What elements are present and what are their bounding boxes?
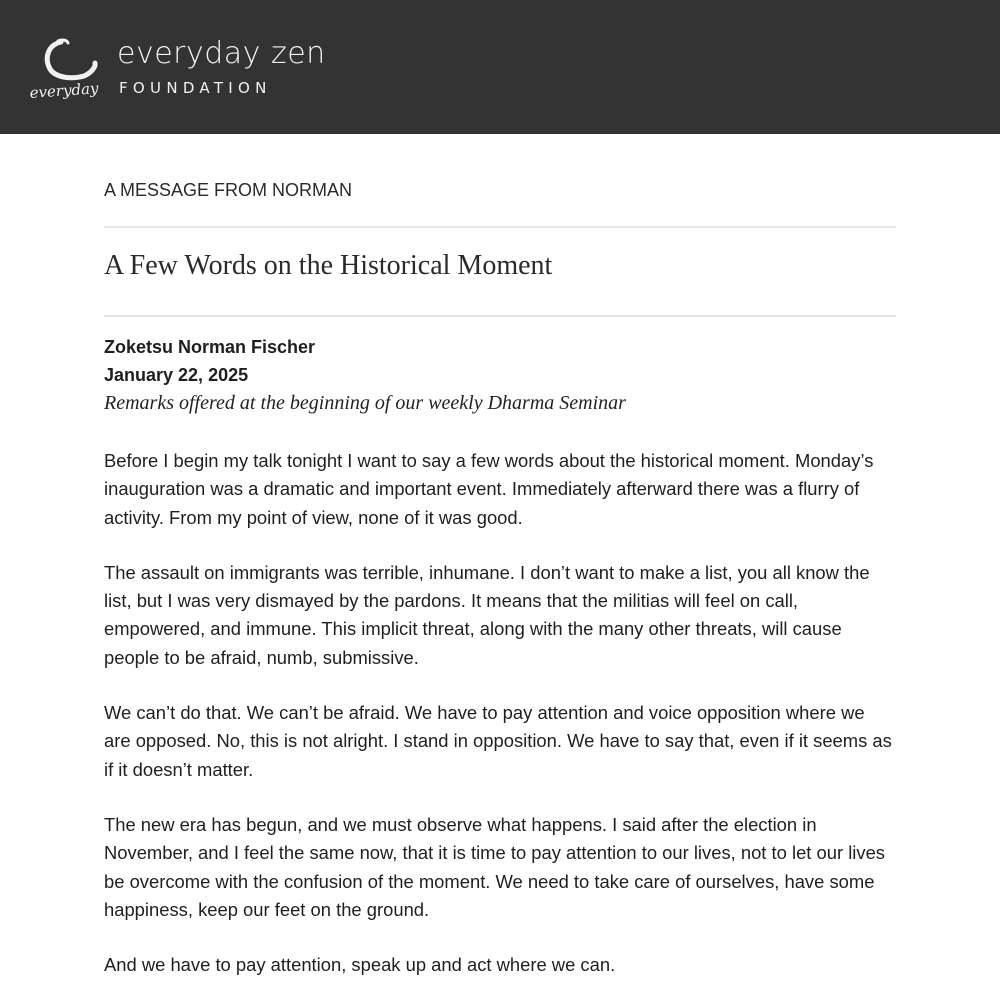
brand-name: everyday zen: [117, 36, 326, 71]
author-name: Zoketsu Norman Fischer: [104, 337, 316, 357]
article-paragraph: The new era has begun, and we must observe what happens. I said after the election in November, and I feel the same now, that it is time to pay attention to our lives, not to let our lives be overcome with the confusion of the moment. We need to take care of ourselves, have some happiness, keep our feet on the ground.: [104, 813, 885, 920]
article-paragraph: We can’t do that. We can’t be afraid. We have to pay attention and voice opposition where we are opposed. No, this is not alright. I stand in opposition. We have to say that, even if it seems as if it doesn’t matter.: [104, 702, 892, 780]
site-header: [0, 0, 1000, 134]
article-title: A Few Words on the Historical Moment: [104, 250, 553, 281]
publish-date: January 22, 2025: [104, 365, 249, 385]
remarks-note: Remarks offered at the beginning of our weekly Dharma Seminar: [104, 392, 626, 414]
article-paragraph: Before I begin my talk tonight I want to say a few words about the historical moment. Monday’s inauguration was a dramatic and important event. Immediately afterward there was a flurry of activity. From my point of view, none of it was good.: [104, 450, 874, 528]
logo-handwritten-text: everyday: [29, 79, 100, 102]
article-paragraph: The assault on immigrants was terrible, inhumane. I don’t want to make a list, you all know the list, but I was very dismayed by the pardons. It means that the militias will feel on call, empowered, and immune. This implicit threat, along with the many other threats, will cause people to be afraid, numb, submissive.: [104, 561, 870, 668]
enso-logo-icon: [28, 36, 110, 102]
brand-subtitle: FOUNDATION: [119, 79, 272, 97]
article-body: [104, 447, 896, 1006]
section-kicker: A MESSAGE FROM NORMAN: [104, 180, 353, 200]
article-paragraph: And we have to pay attention, speak up and act where we can.: [104, 954, 616, 976]
byline: [104, 333, 626, 417]
divider-top: [104, 226, 896, 228]
divider-bottom: [104, 315, 896, 317]
logo-home-link[interactable]: [28, 36, 326, 106]
